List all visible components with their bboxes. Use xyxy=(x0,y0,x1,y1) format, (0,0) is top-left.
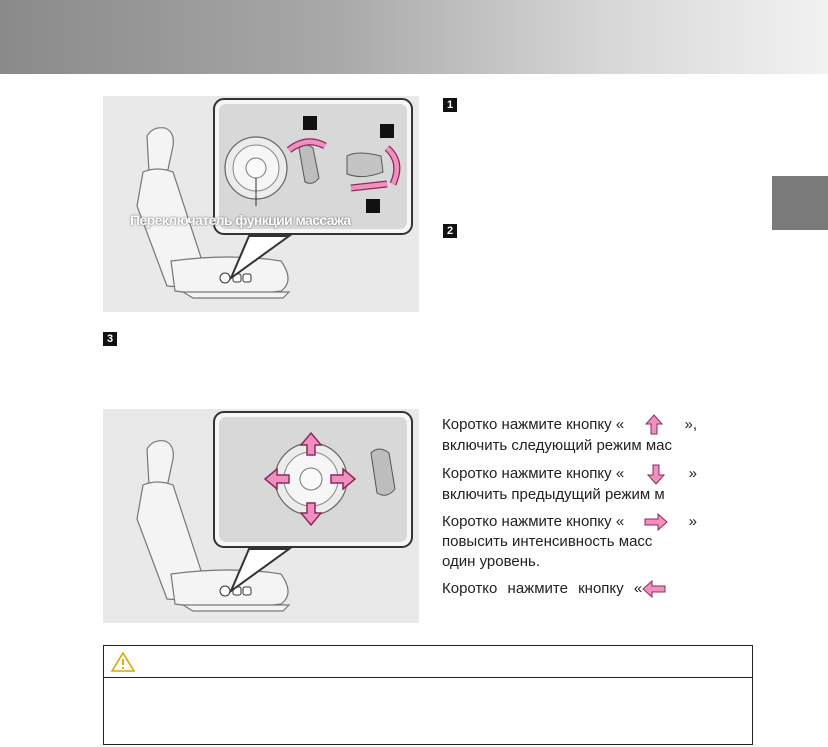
instruction-text: », xyxy=(684,416,697,433)
instruction-text: Коротко нажмите кнопку « xyxy=(442,416,625,433)
arrow-down-icon xyxy=(647,463,665,485)
instruction-text: » xyxy=(688,465,697,482)
instruction-text: включить предыдущий режим м xyxy=(442,486,665,503)
arrow-right-icon xyxy=(644,513,668,531)
instruction-text: Коротко нажмите кнопку « xyxy=(442,465,625,482)
chapter-side-tab xyxy=(772,176,828,230)
step-badge-1: 1 xyxy=(443,98,457,112)
instruction-text: повысить интенсивность масс xyxy=(442,533,653,550)
massage-direction-figure xyxy=(103,409,419,623)
instruction-text: » xyxy=(688,513,697,530)
seat-switch-figure xyxy=(103,96,419,312)
step-badge-3: 3 xyxy=(103,332,117,346)
instruction-next-mode xyxy=(442,414,697,456)
warning-header xyxy=(104,646,752,678)
instruction-text: Коротко нажмите кнопку « xyxy=(442,580,643,597)
instruction-previous-mode xyxy=(442,463,697,505)
instruction-decrease-intensity xyxy=(442,579,697,599)
arrow-left-icon xyxy=(642,580,666,598)
instruction-increase-intensity xyxy=(442,512,697,572)
instruction-text: один уровень. xyxy=(442,553,541,570)
massage-direction-illustration xyxy=(103,409,419,623)
warning-triangle-icon xyxy=(111,652,135,672)
arrow-up-icon xyxy=(645,414,663,436)
step-badge-2: 2 xyxy=(443,224,457,238)
warning-box xyxy=(103,645,753,745)
massage-switch-label: Переключатель функции массажа xyxy=(130,212,351,228)
instruction-text: Коротко нажмите кнопку « xyxy=(442,513,625,530)
header-band xyxy=(0,0,828,74)
seat-switch-illustration xyxy=(103,96,419,312)
instruction-text: включить следующий режим мас xyxy=(442,437,673,454)
massage-instructions xyxy=(442,414,697,606)
